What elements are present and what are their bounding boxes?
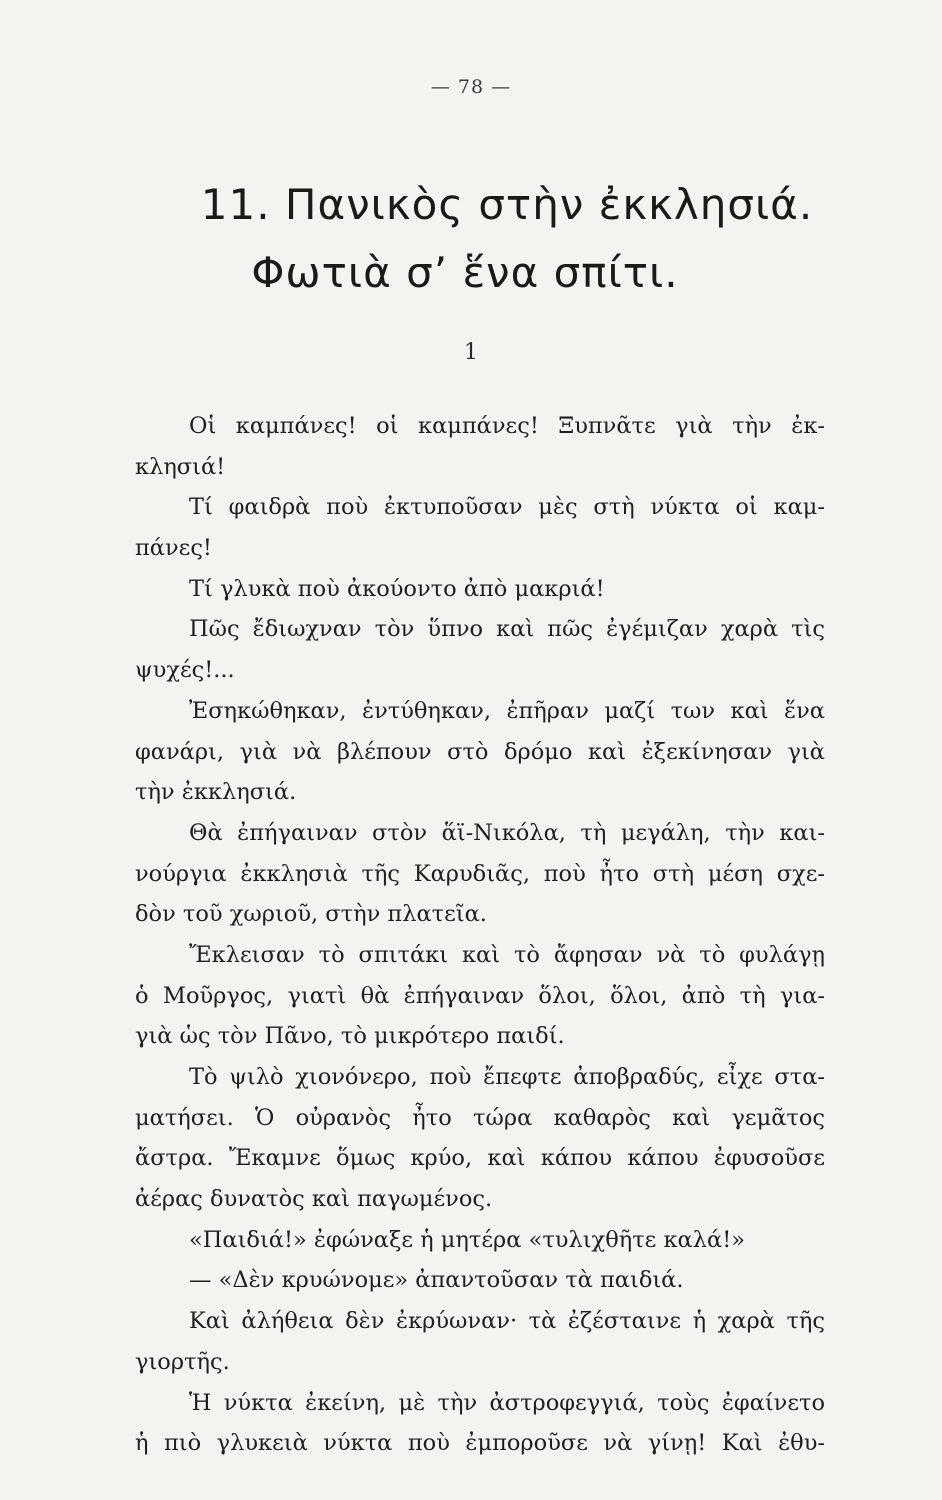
text-line: ἄστρα. Ἔκαμνε ὅμως κρύο, καὶ κάπου κάπου ἐφυσοῦσε bbox=[135, 1145, 825, 1172]
text-line: ὁ Μοῦργος, γιατὶ θὰ ἐπήγαιναν ὅλοι, ὅλοι, ἀπὸ τὴ για- bbox=[135, 982, 825, 1009]
section-number: 1 bbox=[464, 340, 478, 365]
text-line: «Παιδιά!» ἐφώναξε ἡ μητέρα «τυλιχθῆτε καλά!» bbox=[189, 1226, 745, 1253]
page-number: — 78 — bbox=[430, 76, 512, 98]
text-line: κλησιά! bbox=[135, 453, 226, 480]
text-line: Ἡ νύκτα ἐκείνη, μὲ τὴν ἀστροφεγγιά, τοὺς ἐφαίνετο bbox=[189, 1389, 825, 1416]
text-line: πάνες! bbox=[135, 535, 212, 562]
text-line: ἡ πιὸ γλυκειὰ νύκτα ποὺ ἐμποροῦσε νὰ γίνῃ! Καὶ ἐθυ- bbox=[135, 1430, 825, 1457]
body-text bbox=[135, 406, 825, 1464]
text-line: Καὶ ἀλήθεια δὲν ἐκρύωναν· τὰ ἐζέσταινε ἡ χαρὰ τῆς bbox=[189, 1308, 825, 1335]
text-line: φανάρι, γιὰ νὰ βλέπουν στὸ δρόμο καὶ ἐξεκίνησαν γιὰ bbox=[135, 738, 825, 765]
text-line: νούργια ἐκκλησιὰ τῆς Καρυδιᾶς, ποὺ ἦτο στὴ μέση σχε- bbox=[135, 860, 825, 887]
text-line: γιὰ ὡς τὸν Πᾶνο, τὸ μικρότερο παιδί. bbox=[135, 1023, 565, 1050]
text-line: Οἱ καμπάνες! οἱ καμπάνες! Ξυπνᾶτε γιὰ τὴν ἐκ- bbox=[189, 413, 825, 439]
chapter-title-line-2: Φωτιὰ σ’ ἕνα σπίτι. bbox=[251, 248, 679, 297]
chapter-title-line-1: 11. Πανικὸς στὴν ἐκκλησιά. bbox=[200, 180, 814, 229]
text-line: ψυχές!... bbox=[135, 657, 235, 684]
text-line: τὴν ἐκκλησιά. bbox=[135, 779, 297, 806]
text-line: ἀέρας δυνατὸς καὶ παγωμένος. bbox=[135, 1186, 493, 1213]
text-line: Τί φαιδρὰ ποὺ ἐκτυποῦσαν μὲς στὴ νύκτα οἱ καμ- bbox=[189, 494, 825, 521]
text-line: Τί γλυκὰ ποὺ ἀκούοντο ἀπὸ μακριά! bbox=[189, 575, 605, 602]
text-line: Τὸ ψιλὸ χιονόνερο, ποὺ ἔπεφτε ἀποβραδύς, εἶχε στα- bbox=[189, 1064, 825, 1090]
text-line: Πῶς ἔδιωχναν τὸν ὕπνο καὶ πῶς ἐγέμιζαν χαρὰ τὶς bbox=[189, 616, 825, 643]
text-line: ματήσει. Ὁ οὐρανὸς ἦτο τώρα καθαρὸς καὶ γεμᾶτος bbox=[135, 1104, 825, 1131]
text-line: — «Δὲν κρυώνομε» ἀπαντοῦσαν τὰ παιδιά. bbox=[189, 1267, 684, 1294]
text-line: δὸν τοῦ χωριοῦ, στὴν πλατεῖα. bbox=[135, 901, 487, 928]
text-line: γιορτῆς. bbox=[135, 1348, 230, 1375]
text-line: Θὰ ἐπήγαιναν στὸν ἅϊ-Νικόλα, τὴ μεγάλη, τὴν και- bbox=[189, 819, 825, 846]
text-line: Ἔκλεισαν τὸ σπιτάκι καὶ τὸ ἄφησαν νὰ τὸ φυλάγῃ bbox=[189, 941, 825, 968]
text-line: Ἐσηκώθηκαν, ἐντύθηκαν, ἐπῆραν μαζί των καὶ ἕνα bbox=[189, 697, 825, 724]
